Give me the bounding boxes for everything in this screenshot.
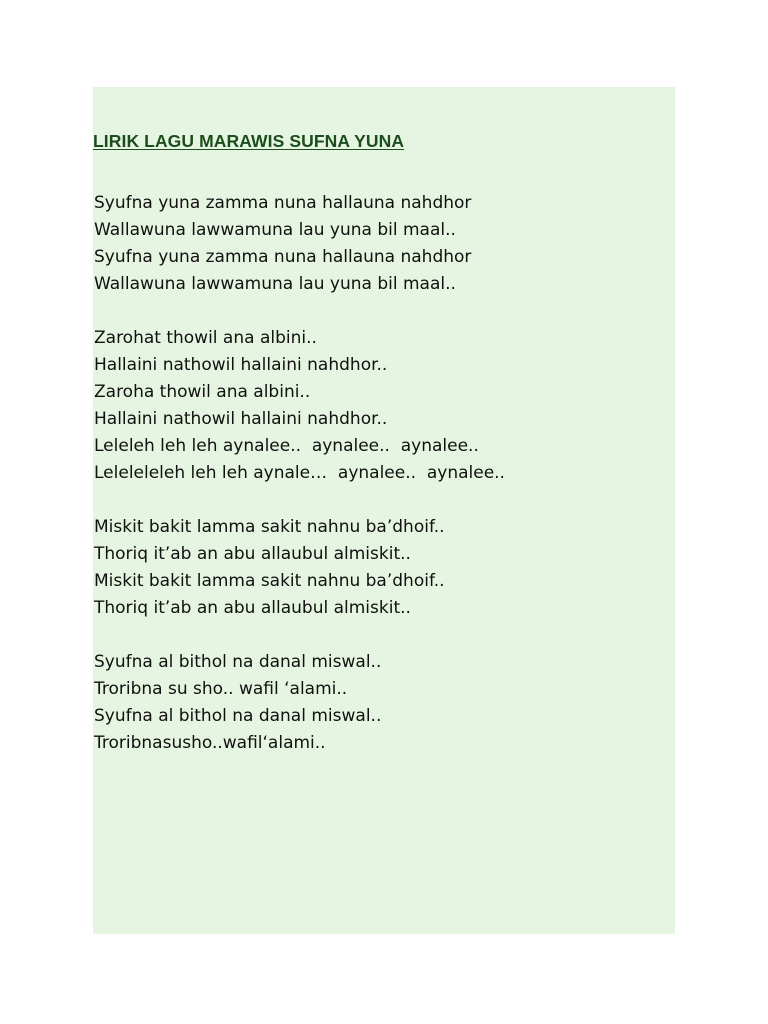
lyric-line: Troribnasusho..wafil‘alami.. — [94, 733, 326, 753]
stanza-1 — [94, 190, 664, 298]
lyrics-body — [94, 190, 664, 784]
lyric-line: Wallawuna lawwamuna lau yuna bil maal.. — [94, 220, 456, 240]
stanza-3 — [94, 514, 664, 622]
lyric-line: Wallawuna lawwamuna lau yuna bil maal.. — [94, 274, 456, 294]
lyric-line: Hallaini nathowil hallaini nahdhor.. — [94, 409, 388, 429]
lyric-line: Troribna su sho.. wafil ‘alami.. — [94, 679, 348, 699]
lyric-line: Miskit bakit lamma sakit nahnu ba’dhoif.. — [94, 571, 445, 591]
lyric-line: Miskit bakit lamma sakit nahnu ba’dhoif.. — [94, 517, 445, 537]
document-title: LIRIK LAGU MARAWIS SUFNA YUNA — [93, 131, 405, 151]
lyric-line: Syufna al bithol na danal miswal.. — [94, 652, 382, 672]
lyric-line: Syufna yuna zamma nuna hallauna nahdhor — [94, 193, 472, 213]
lyric-line: Zarohat thowil ana albini.. — [94, 328, 317, 348]
lyric-line: Syufna al bithol na danal miswal.. — [94, 706, 382, 726]
lyric-line: Thoriq it’ab an abu allaubul almiskit.. — [94, 544, 411, 564]
stanza-2 — [94, 325, 664, 487]
lyric-line: Hallaini nathowil hallaini nahdhor.. — [94, 355, 388, 375]
lyric-line: Zaroha thowil ana albini.. — [94, 382, 311, 402]
stanza-4 — [94, 649, 664, 757]
lyric-line: Thoriq it’ab an abu allaubul almiskit.. — [94, 598, 411, 618]
lyric-line: Lelelelеleh leh leh aynale… aynalee.. aynalee.. — [94, 463, 505, 483]
lyric-line: Leleleh leh leh aynalee.. aynalee.. aynalee.. — [94, 436, 479, 456]
lyric-line: Syufna yuna zamma nuna hallauna nahdhor — [94, 247, 472, 267]
